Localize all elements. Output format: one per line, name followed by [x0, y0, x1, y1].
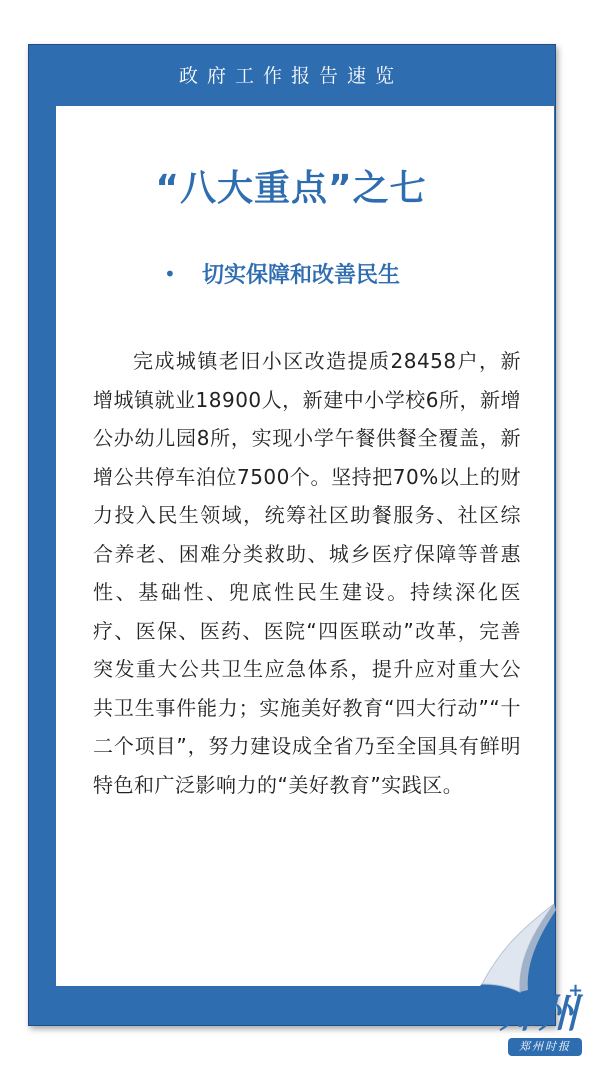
- logo: [494, 980, 594, 1060]
- logo-subtitle: 郑州时报: [508, 1038, 582, 1056]
- logo-main-text: 郑州: [500, 990, 576, 1037]
- section-subtitle: 切实保障和改善民生: [202, 263, 401, 288]
- bullet-icon: •: [164, 262, 176, 286]
- header-title: 政府工作报告速览: [178, 64, 403, 87]
- body-paragraph: 完成城镇老旧小区改造提质28458户，新增城镇就业18900人，新建中小学校6所，新增公办幼儿园8所，实现小学午餐供餐全覆盖，新增公共停车泊位7500个。坚持把70%以上的财力投入民生领域，统筹社区助餐服务、社区综合养老、困难分类救助、城乡医疗保障等普惠性、基础性、兜底性民生建设。持续深化医疗、医保、医药、医院“四医联动”改革，完善突发重大公共卫生应急体系，提升应对重大公共卫生事件能力；实施美好教育“四大行动”“十二个项目”，努力建设成全省乃至全国具有鲜明特色和广泛影响力的“美好教育”实践区。: [93, 349, 521, 797]
- logo-plus-icon: +: [568, 980, 584, 1001]
- page-title: “八大重点”之七: [155, 168, 427, 209]
